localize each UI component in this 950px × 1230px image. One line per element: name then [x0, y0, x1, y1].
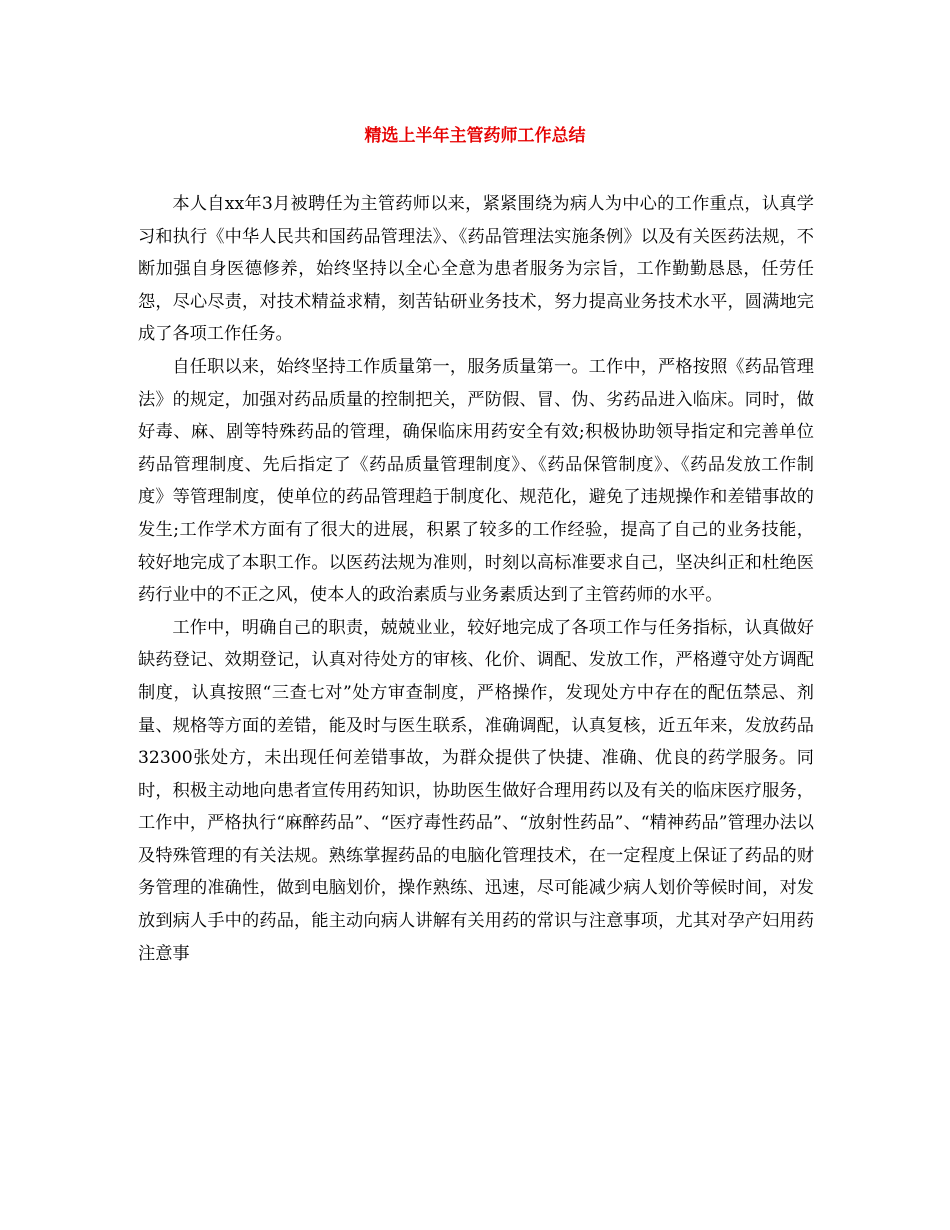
paragraph-2: 自任职以来，始终坚持工作质量第一，服务质量第一。工作中，严格按照《药品管理法》的规定，加强对药品质量的控制把关，严防假、冒、伪、劣药品进入临床。同时，做好毒、麻、剧等特殊药品的管理，确保临床用药安全有效;积极协助领导指定和完善单位药品管理制度、先后指定了《药品质量管理制度》、《药品保管制度》、《药品发放工作制度》等管理制度，使单位的药品管理趋于制度化、规范化，避免了违规操作和差错事故的发生;工作学术方面有了很大的进展，积累了较多的工作经验，提高了自己的业务技能，较好地完成了本职工作。以医药法规为准则，时刻以高标准要求自己，坚决纠正和杜绝医药行业中的不正之风，使本人的政治素质与业务素质达到了主管药师的水平。: [138, 356, 814, 606]
document-title: 精选上半年主管药师工作总结: [364, 126, 586, 146]
paragraph-1: 本人自xx年3月被聘任为主管药师以来，紧紧围绕为病人为中心的工作重点，认真学习和执行《中华人民共和国药品管理法》、《药品管理法实施条例》以及有关医药法规，不断加强自身医德修养，始终坚持以全心全意为患者服务为宗旨，工作勤勤恳恳，任劳任怨，尽心尽责，对技术精益求精，刻苦钻研业务技术，努力提高业务技术水平，圆满地完成了各项工作任务。: [138, 194, 814, 345]
document-body: [138, 188, 814, 970]
paragraph-3: 工作中，明确自己的职责，兢兢业业，较好地完成了各项工作与任务指标，认真做好缺药登记、效期登记，认真对待处方的审核、化价、调配、发放工作，严格遵守处方调配制度，认真按照“三查七对”处方审查制度，严格操作，发现处方中存在的配伍禁忌、剂量、规格等方面的差错，能及时与医生联系，准确调配，认真复核，近五年来，发放药品32300张处方，未出现任何差错事故，为群众提供了快捷、准确、优良的药学服务。同时，积极主动地向患者宣传用药知识，协助医生做好合理用药以及有关的临床医疗服务，工作中，严格执行“麻醉药品”、“医疗毒性药品”、“放射性药品”、“精神药品”管理办法以及特殊管理的有关法规。熟练掌握药品的电脑化管理技术，在一定程度上保证了药品的财务管理的准确性，做到电脑划价，操作熟练、迅速，尽可能减少病人划价等候时间，对发放到病人手中的药品，能主动向病人讲解有关用药的常识与注意事项，尤其对孕产妇用药注意事: [138, 617, 814, 964]
